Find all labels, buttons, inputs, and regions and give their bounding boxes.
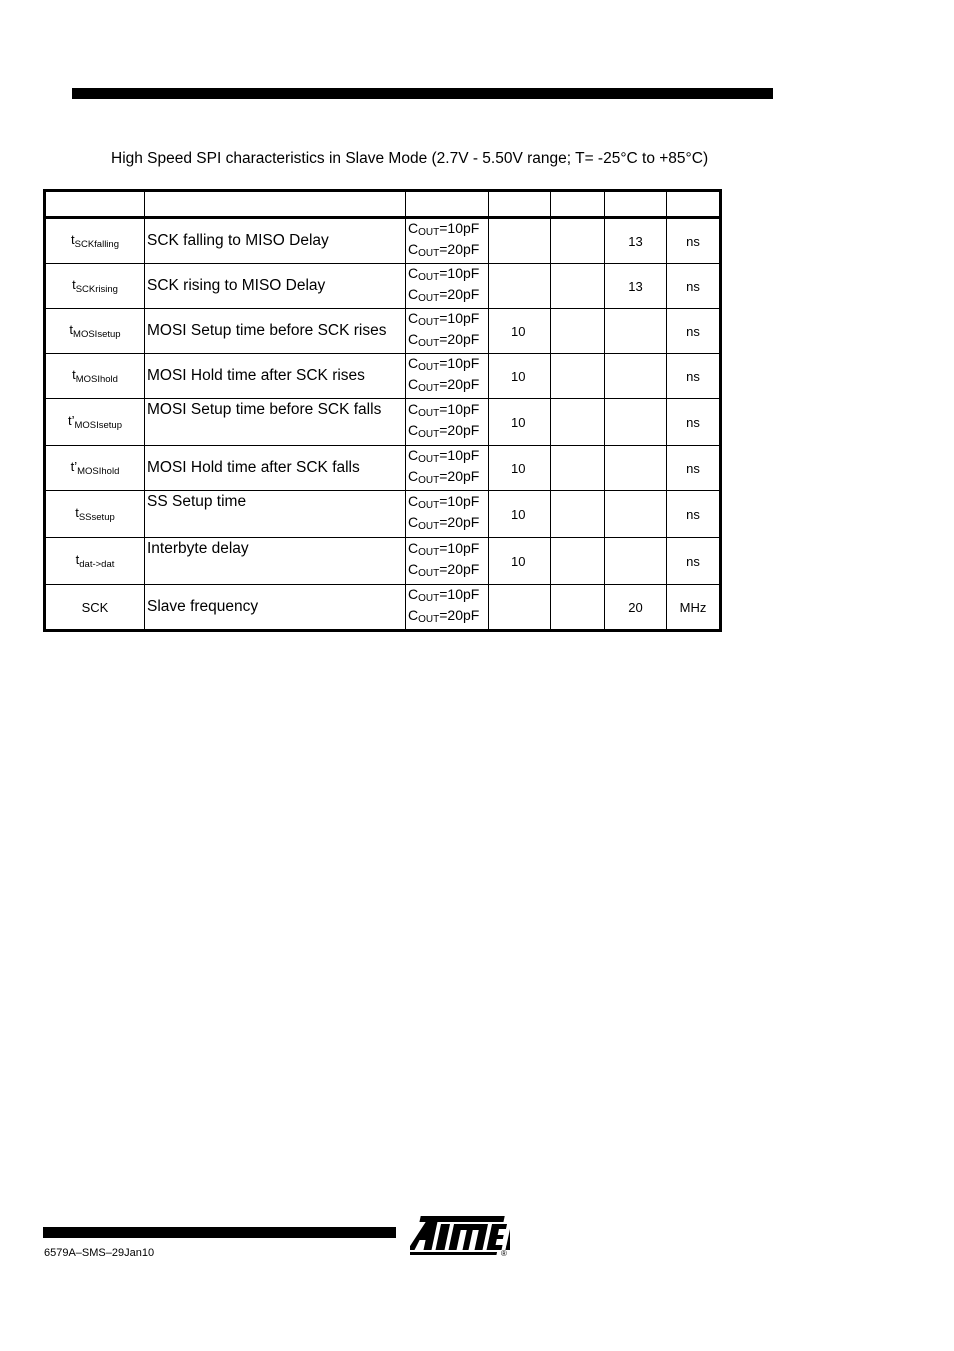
header-cell-unit [667, 191, 721, 218]
condition-line-1: $C_{OUT}=10pF$ [408, 540, 480, 558]
unit-cell: ns [667, 264, 721, 309]
symbol-subscript: dat->dat [79, 559, 115, 570]
symbol-cell [45, 538, 145, 585]
parameter-cell: SS Setup time [145, 491, 406, 538]
condition-line-2: $C_{OUT}=20pF$ [408, 331, 480, 349]
min-cell [489, 264, 551, 309]
typ-cell [551, 399, 605, 446]
parameter-cell: SCK falling to MISO Delay [145, 218, 406, 264]
min-cell: 10 [489, 309, 551, 354]
table-row [45, 309, 721, 354]
max-cell [605, 491, 667, 538]
min-cell: 10 [489, 399, 551, 446]
atmel-logo [410, 1210, 510, 1265]
max-cell [605, 538, 667, 585]
table-caption: High Speed SPI characteristics in Slave Mode (2.7V - 5.50V range; T= -25°C to +85°C) [111, 150, 709, 167]
max-cell: 13 [605, 218, 667, 264]
table-row [45, 264, 721, 309]
spi-characteristics-table [43, 189, 722, 632]
symbol-subscript: MOSIhold [77, 466, 120, 477]
condition-line-1: $C_{OUT}=10pF$ [408, 265, 480, 283]
symbol-cell [45, 264, 145, 309]
symbol-cell [45, 399, 145, 446]
table-row [45, 446, 721, 491]
parameter-cell: MOSI Setup time before SCK rises [145, 309, 406, 354]
typ-cell [551, 309, 605, 354]
symbol-cell [45, 354, 145, 399]
symbol-cell [45, 585, 145, 631]
typ-cell [551, 446, 605, 491]
condition-line-1: $C_{OUT}=10pF$ [408, 310, 480, 328]
document-number: 6579A–SMS–29Jan10 [44, 1247, 155, 1259]
condition-cell [406, 264, 489, 309]
min-cell: 10 [489, 491, 551, 538]
typ-cell [551, 538, 605, 585]
parameter-cell: SCK rising to MISO Delay [145, 264, 406, 309]
header-cell-typ [551, 191, 605, 218]
parameter-cell: Slave frequency [145, 585, 406, 631]
max-cell [605, 446, 667, 491]
symbol-main: SCK [81, 599, 109, 615]
symbol-main: t [72, 277, 76, 292]
typ-cell [551, 585, 605, 631]
symbol-subscript: SSsetup [78, 512, 115, 523]
parameter-cell: MOSI Setup time before SCK falls [145, 399, 406, 446]
parameter-cell: MOSI Hold time after SCK rises [145, 354, 406, 399]
symbol-main: t [75, 552, 80, 567]
header-cell-symbol [45, 191, 145, 218]
max-cell: 20 [605, 585, 667, 631]
condition-line-1: $C_{OUT}=10pF$ [408, 220, 480, 238]
table-row [45, 491, 721, 538]
unit-cell: ns [667, 309, 721, 354]
parameter-cell: MOSI Hold time after SCK falls [145, 446, 406, 491]
condition-line-1: $C_{OUT}=10pF$ [408, 355, 480, 373]
symbol-main: t [71, 232, 75, 247]
symbol-cell [45, 446, 145, 491]
condition-line-2: $C_{OUT}=20pF$ [408, 376, 480, 394]
min-cell [489, 585, 551, 631]
min-cell: 10 [489, 538, 551, 585]
condition-cell [406, 399, 489, 446]
header-cell-condition [406, 191, 489, 218]
header-cell-min [489, 191, 551, 218]
table-header-row [45, 191, 721, 218]
condition-line-2: $C_{OUT}=20pF$ [408, 607, 480, 625]
symbol-main: t [69, 322, 74, 337]
max-cell [605, 399, 667, 446]
symbol-main: t [72, 367, 76, 382]
condition-line-1: $C_{OUT}=10pF$ [408, 493, 480, 511]
condition-line-2: $C_{OUT}=20pF$ [408, 468, 480, 486]
condition-cell [406, 491, 489, 538]
symbol-subscript: MOSIhold [75, 374, 118, 385]
footer-bar [43, 1227, 396, 1238]
condition-line-2: $C_{OUT}=20pF$ [408, 286, 480, 304]
condition-line-1: $C_{OUT}=10pF$ [408, 401, 480, 419]
condition-cell [406, 309, 489, 354]
symbol-cell [45, 309, 145, 354]
unit-cell: ns [667, 538, 721, 585]
typ-cell [551, 354, 605, 399]
registered-mark: ® [501, 1249, 507, 1258]
symbol-cell [45, 491, 145, 538]
symbol-subscript: MOSIsetup [74, 420, 123, 431]
condition-cell [406, 585, 489, 631]
condition-line-2: $C_{OUT}=20pF$ [408, 422, 480, 440]
unit-cell: ns [667, 218, 721, 264]
typ-cell [551, 491, 605, 538]
header-cell-max [605, 191, 667, 218]
header-bar [72, 88, 773, 99]
table-row [45, 399, 721, 446]
typ-cell [551, 264, 605, 309]
table-row [45, 585, 721, 631]
parameter-cell: Interbyte delay [145, 538, 406, 585]
symbol-main: t’ [67, 413, 75, 428]
symbol-main: t [75, 505, 79, 520]
typ-cell [551, 218, 605, 264]
condition-line-1: $C_{OUT}=10pF$ [408, 586, 480, 604]
min-cell: 10 [489, 354, 551, 399]
max-cell [605, 354, 667, 399]
condition-line-2: $C_{OUT}=20pF$ [408, 514, 480, 532]
symbol-subscript: MOSIsetup [73, 329, 121, 340]
condition-cell [406, 218, 489, 264]
max-cell: 13 [605, 264, 667, 309]
unit-cell: ns [667, 491, 721, 538]
condition-cell [406, 354, 489, 399]
condition-cell [406, 538, 489, 585]
symbol-main: t’ [70, 459, 78, 474]
min-cell: 10 [489, 446, 551, 491]
table-row [45, 354, 721, 399]
symbol-subscript: SCKrising [75, 284, 118, 295]
condition-line-1: $C_{OUT}=10pF$ [408, 447, 480, 465]
symbol-subscript: SCKfalling [74, 239, 119, 250]
max-cell [605, 309, 667, 354]
unit-cell: ns [667, 399, 721, 446]
table-row [45, 218, 721, 264]
condition-line-2: $C_{OUT}=20pF$ [408, 241, 480, 259]
condition-cell [406, 446, 489, 491]
condition-line-2: $C_{OUT}=20pF$ [408, 561, 480, 579]
symbol-cell [45, 218, 145, 264]
unit-cell: MHz [667, 585, 721, 631]
unit-cell: ns [667, 446, 721, 491]
unit-cell: ns [667, 354, 721, 399]
min-cell [489, 218, 551, 264]
header-cell-parameter [145, 191, 406, 218]
table-row [45, 538, 721, 585]
